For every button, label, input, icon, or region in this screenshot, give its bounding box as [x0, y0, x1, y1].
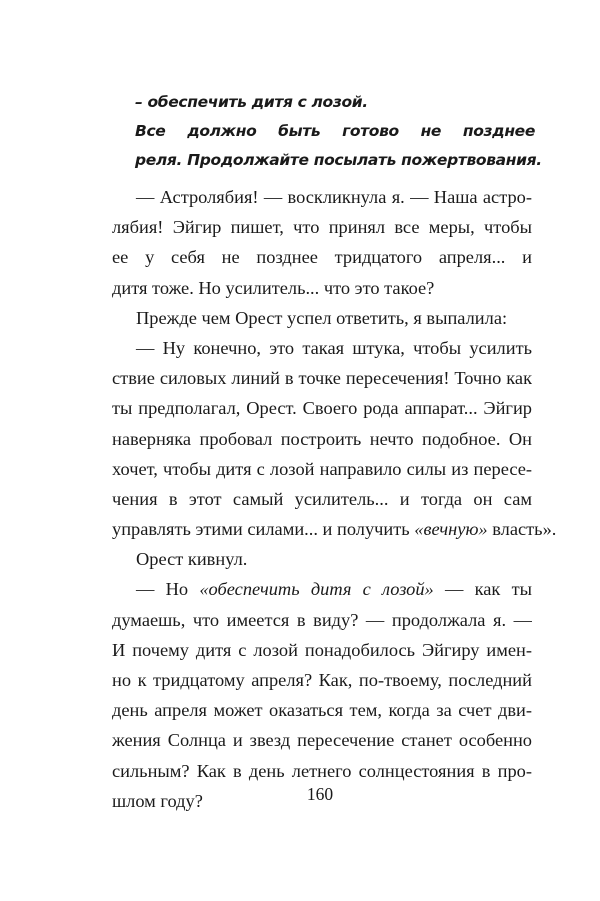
text-line: — Ну конечно, это такая штука, чтобы усилить	[136, 337, 532, 358]
text-line: думаешь, что имеется в виду? — продолжала я. —	[112, 609, 532, 630]
letter-excerpt	[135, 88, 542, 175]
text-line	[112, 574, 532, 604]
text-line: чения в этот самый усилитель... и тогда он сам	[112, 488, 532, 509]
text-span: — как ты	[433, 579, 532, 600]
text-line: но к тридцатому апреля? Как, по-твоему, последний	[112, 670, 532, 690]
text-line: наверняка пробовал построить нечто подобное. Он	[112, 428, 532, 449]
page-number: 160	[306, 784, 334, 804]
emphasis-text: «обеспечить дитя с лозой»	[199, 579, 434, 600]
text-line: Орест кивнул.	[136, 549, 248, 570]
text-line: лябия! Эйгир пишет, что принял все меры, чтобы	[112, 217, 532, 238]
text-line: день апреля может оказаться тем, когда за счет дви-	[112, 700, 532, 721]
letter-line: – обеспечить дитя с лозой.	[135, 93, 368, 111]
emphasis-text: «вечную»	[414, 519, 488, 540]
text-line: хочет, чтобы дитя с лозой направило силы из пересе-	[112, 458, 532, 479]
text-line: ты предполагал, Орест. Своего рода аппарат... Эйгир	[112, 398, 532, 419]
letter-line: реля. Продолжайте посылать пожертвования.	[135, 151, 542, 169]
text-line: — Астролябия! — воскликнула я. — Наша астро-	[136, 187, 532, 207]
text-span: управлять этими силами... и получить	[112, 519, 415, 540]
letter-line: Все должно быть готово не позднее	[135, 122, 535, 140]
body-text	[112, 182, 557, 816]
text-span: — Но	[136, 579, 200, 600]
text-line: шлом году?	[112, 790, 203, 811]
text-line: ее у себя не позднее тридцатого апреля... и	[112, 247, 532, 268]
text-line: ствие силовых линий в точке пересечения! Точно как	[112, 368, 532, 389]
text-span: власть».	[487, 519, 557, 540]
text-line: жения Солнца и звезд пересечение станет особенно	[112, 730, 532, 751]
text-line: И почему дитя с лозой понадобилось Эйгиру имен-	[112, 639, 532, 660]
text-line	[112, 514, 557, 544]
text-line: сильным? Как в день летнего солнцестояния в про-	[112, 760, 532, 781]
text-line: дитя тоже. Но усилитель... что это такое?	[112, 277, 435, 298]
text-line: Прежде чем Орест успел ответить, я выпалила:	[136, 307, 508, 328]
